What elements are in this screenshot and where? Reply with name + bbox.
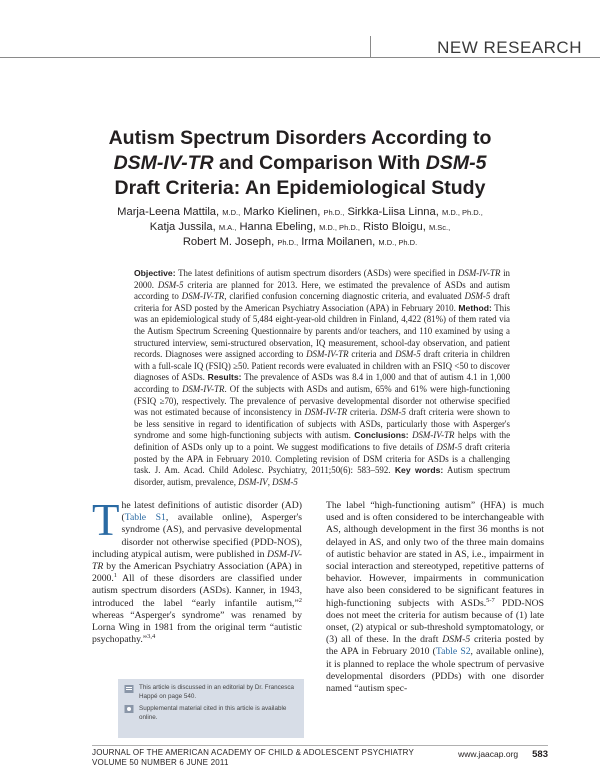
author-name: Robert M. Joseph,: [182, 236, 275, 248]
author-degree: M.Sc.,: [428, 223, 451, 232]
author-degree: Ph.D.,: [277, 238, 299, 247]
abstract: Objective: The latest definitions of autism spectrum disorders (ASDs) were specified in DSM-IV-TR in 2000. DSM-5 criteria are planned for 2013. Here, we estimated the prevalence of ASDs and autism according to DSM-IV-TR, clarified confusion concerning diagnostic criteria, and evaluated DSM-5 draft criteria for ASD posted by the American Psychiatry Association (APA) in February 2010. Method: This was an epidemiological study of 5,484 eight-year-old children in Finland, 4,422 (81%) of them rated via the Autism Spectrum Screening Questionnaire by parents and/or teachers, and 110 examined by using a structured interview, semi-structured observation, IQ measurement, school-day observation, and patient records. Diagnoses were assigned according to DSM-IV-TR criteria and DSM-5 draft criteria in children with a full-scale IQ (FSIQ) ≥50. Patient records were evaluated in children with an FSIQ <50 to discover diagnoses of ASDs. Results: The prevalence of ASDs was 8.4 in 1,000 and that of autism 4.1 in 1,000 according to DSM-IV-TR. Of the subjects with ASDs and autism, 65% and 61% were high-functioning (FSIQ ≥70), respectively. The prevalence of pervasive developmental disorder not otherwise specified was not estimated because of inconsistency in DSM-IV-TR criteria. DSM-5 draft criteria were shown to be less sensitive in regard to identification of subjects with ASDs, particularly those with Asperger's syndrome and some high-functioning subjects with autism. Conclusions: DSM-IV-TR helps with the definition of ASDs only up to a point. We suggest modifications to five details of DSM-5 draft criteria posted by the APA in February 2010. Completing revision of DSM criteria for ASDs is a challenging task. J. Am. Acad. Child Adolesc. Psychiatry, 2011;50(6): 583–592. Key words: Autism spectrum disorder, autism, prevalence, DSM-IV, DSM-5: [134, 268, 511, 487]
header-rule: [0, 57, 600, 58]
author-name: Irma Moilanen,: [301, 236, 376, 248]
table-s1-link[interactable]: Table S1: [124, 512, 166, 524]
section-label: NEW RESEARCH: [437, 38, 582, 57]
header-divider-tick: [370, 36, 371, 58]
title-line-2: DSM-IV-TR and Comparison With DSM-5: [113, 152, 487, 174]
footer-rule: [92, 745, 548, 746]
author-degree: M.D.,: [222, 208, 241, 217]
author-degree: Ph.D.,: [323, 208, 345, 217]
author-degree: M.D., Ph.D.,: [441, 208, 483, 217]
author-degree: M.D., Ph.D.,: [319, 223, 360, 232]
journal-info: [92, 748, 414, 768]
supplemental-note: Supplemental material cited in this article is available online.: [139, 705, 287, 721]
author-name: Sirkka-Liisa Linna,: [347, 206, 439, 218]
body-column-right: The label “high-functioning autism” (HFA) is much used and is often considered to be interchangeable with AS, although development in the first 36 months is not delayed in AS, and only two of the three main domains of autistic behavior are stated in AS, i.e., impairment in social interaction and stereotyped, repetitive patterns of behavior. However, impairments in communication have also been considered to be significant features in high-functioning subjects with ASDs.$^{5-7}$ PDD-NOS does not meet the criteria for autism because of (1) late onset, (2) atypical or sub-threshold symptomatology, or (3) all of these. In the draft DSM-5 criteria posted by the APA in February 2010 (Table S2, available online), it is planned to replace the whole spectrum of pervasive developmental disorders (PDDs) with one disorder named “autism spec-: [326, 500, 545, 695]
author-name: Marja-Leena Mattila,: [117, 206, 220, 218]
title-line-1: Autism Spectrum Disorders According to: [108, 127, 492, 149]
keywords-label: Key words:: [394, 465, 444, 476]
table-s2-link[interactable]: Table S2: [435, 646, 471, 658]
author-name: Risto Bloigu,: [363, 221, 426, 233]
method-label: Method:: [458, 302, 492, 313]
citation-ref[interactable]: 3,4: [147, 633, 156, 640]
citation-ref[interactable]: 1: [113, 571, 118, 579]
author-degree: M.A.,: [218, 223, 237, 232]
page-number: 583: [532, 749, 548, 760]
drop-cap: T: [92, 495, 120, 545]
footer-right: [458, 749, 548, 760]
article-title: [60, 126, 540, 201]
conclusions-label: Conclusions:: [354, 430, 409, 441]
supplemental-icon: [124, 704, 134, 714]
title-line-3: Draft Criteria: An Epidemiological Study: [114, 177, 486, 199]
body-column-left: The latest definitions of autistic disorder (AD) (Table S1, available online), Asperger's syndrome (AS), and pervasive developmental disorder not otherwise specified (PDD-NOS), including atypical autism, were published in DSM-IV-TR by the American Psychiatry Association (APA) in 2000.$^1$ All of these disorders are classified under autism spectrum disorders (ASDs). Kanner, in 1943, introduced the label “early infantile autism,”$^2$ whereas “Asperger's syndrome” was renamed by Lorna Wing in 1981 from the original term “autistic psychopathy.”$^{3,4}$: [92, 495, 303, 646]
author-list: [110, 205, 490, 250]
citation-ref[interactable]: 2: [298, 596, 302, 604]
journal-url[interactable]: www.jaacap.org: [458, 749, 519, 759]
citation-ref[interactable]: 5-7: [486, 596, 495, 604]
editorial-note: This article is discussed in an editorial by Dr. Francesca Happé on page 540.: [139, 684, 295, 700]
author-name: Hanna Ebeling,: [239, 221, 316, 233]
author-name: Katja Jussila,: [149, 221, 216, 233]
author-degree: M.D., Ph.D.: [378, 238, 418, 247]
journal-volume: VOLUME 50 NUMBER 6 JUNE 2011: [92, 758, 229, 767]
author-name: Marko Kielinen,: [243, 206, 321, 218]
journal-name: JOURNAL OF THE AMERICAN ACADEMY OF CHILD & ADOLESCENT PSYCHIATRY: [92, 748, 415, 757]
objective-label: Objective:: [134, 268, 176, 278]
editorial-note-icon: [124, 684, 134, 694]
results-label: Results:: [207, 372, 242, 383]
